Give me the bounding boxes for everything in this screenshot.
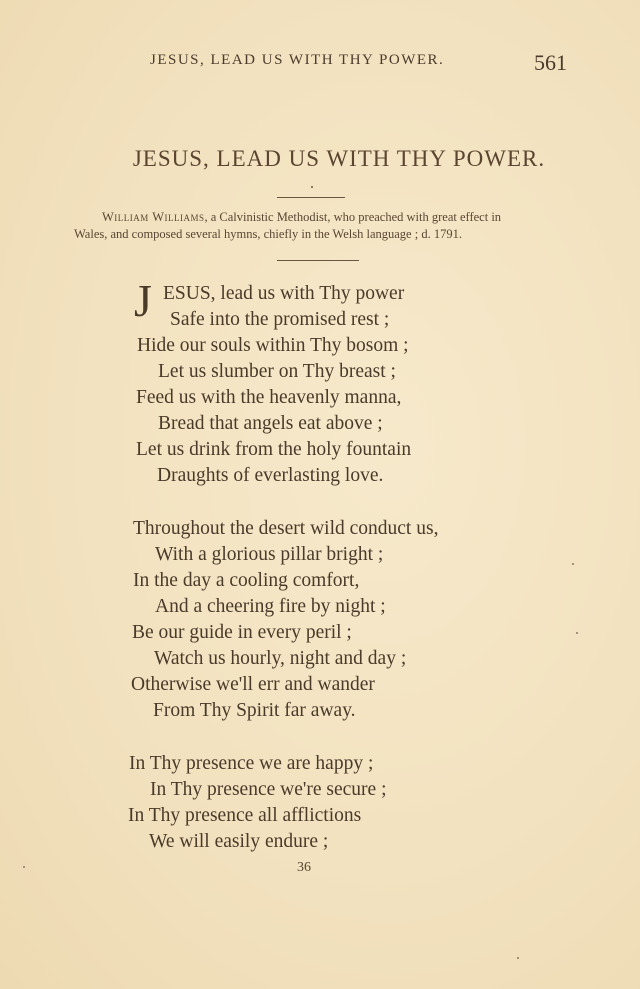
stanza-1-line-1: ESUS, lead us with Thy power (163, 283, 405, 304)
stanza-3-line-4: We will easily endure ; (149, 831, 329, 852)
attribution-line-2: Wales, and composed several hymns, chiefly in the Welsh language ; d. 1791. (74, 227, 462, 241)
stanza-2-line-8: From Thy Spirit far away. (153, 700, 356, 721)
stanza-2-line-4: And a cheering fire by night ; (155, 596, 386, 617)
stanza-1-line-6: Bread that angels eat above ; (158, 413, 383, 434)
paper-speck (576, 632, 578, 634)
stanza-3-line-2: In Thy presence we're secure ; (150, 779, 387, 800)
stanza-2-line-3: In the day a cooling comfort, (133, 570, 360, 591)
running-head: JESUS, LEAD US WITH THY POWER. (150, 52, 445, 68)
ornament-dot (311, 186, 313, 188)
stanza-1-line-8: Draughts of everlasting love. (157, 465, 384, 486)
stanza-1-line-2: Safe into the promised rest ; (170, 309, 390, 330)
stanza-2-line-2: With a glorious pillar bright ; (155, 544, 384, 565)
author-attribution (74, 209, 572, 243)
stanza-2-line-7: Otherwise we'll err and wander (131, 674, 375, 695)
stanza-2-line-5: Be our guide in every peril ; (132, 622, 352, 643)
stanza-2-line-1: Throughout the desert wild conduct us, (133, 518, 439, 539)
paper-speck (23, 866, 25, 868)
author-name: William Williams (102, 210, 205, 224)
page-number: 561 (534, 50, 567, 75)
attribution-line-1 (102, 209, 572, 226)
title-rule (277, 197, 345, 198)
attribution-rule (277, 260, 359, 261)
attribution-line-1-rest: , a Calvinistic Methodist, who preached with great effect in (204, 210, 502, 224)
stanza-1-line-5: Feed us with the heavenly manna, (136, 387, 402, 408)
stanza-1-line-7: Let us drink from the holy fountain (136, 439, 412, 460)
stanza-3-line-1: In Thy presence we are happy ; (129, 753, 374, 774)
stanza-2-line-6: Watch us hourly, night and day ; (154, 648, 407, 669)
stanza-1-line-3: Hide our souls within Thy bosom ; (137, 335, 409, 356)
paper-speck (572, 563, 574, 565)
hymn-title: JESUS, LEAD US WITH THY POWER. (132, 146, 546, 171)
drop-cap: J (134, 275, 152, 326)
paper-speck (517, 957, 519, 959)
stanza-3-line-3: In Thy presence all afflictions (128, 805, 362, 826)
stanza-1-line-4: Let us slumber on Thy breast ; (158, 361, 396, 382)
signature-mark: 36 (297, 860, 311, 875)
